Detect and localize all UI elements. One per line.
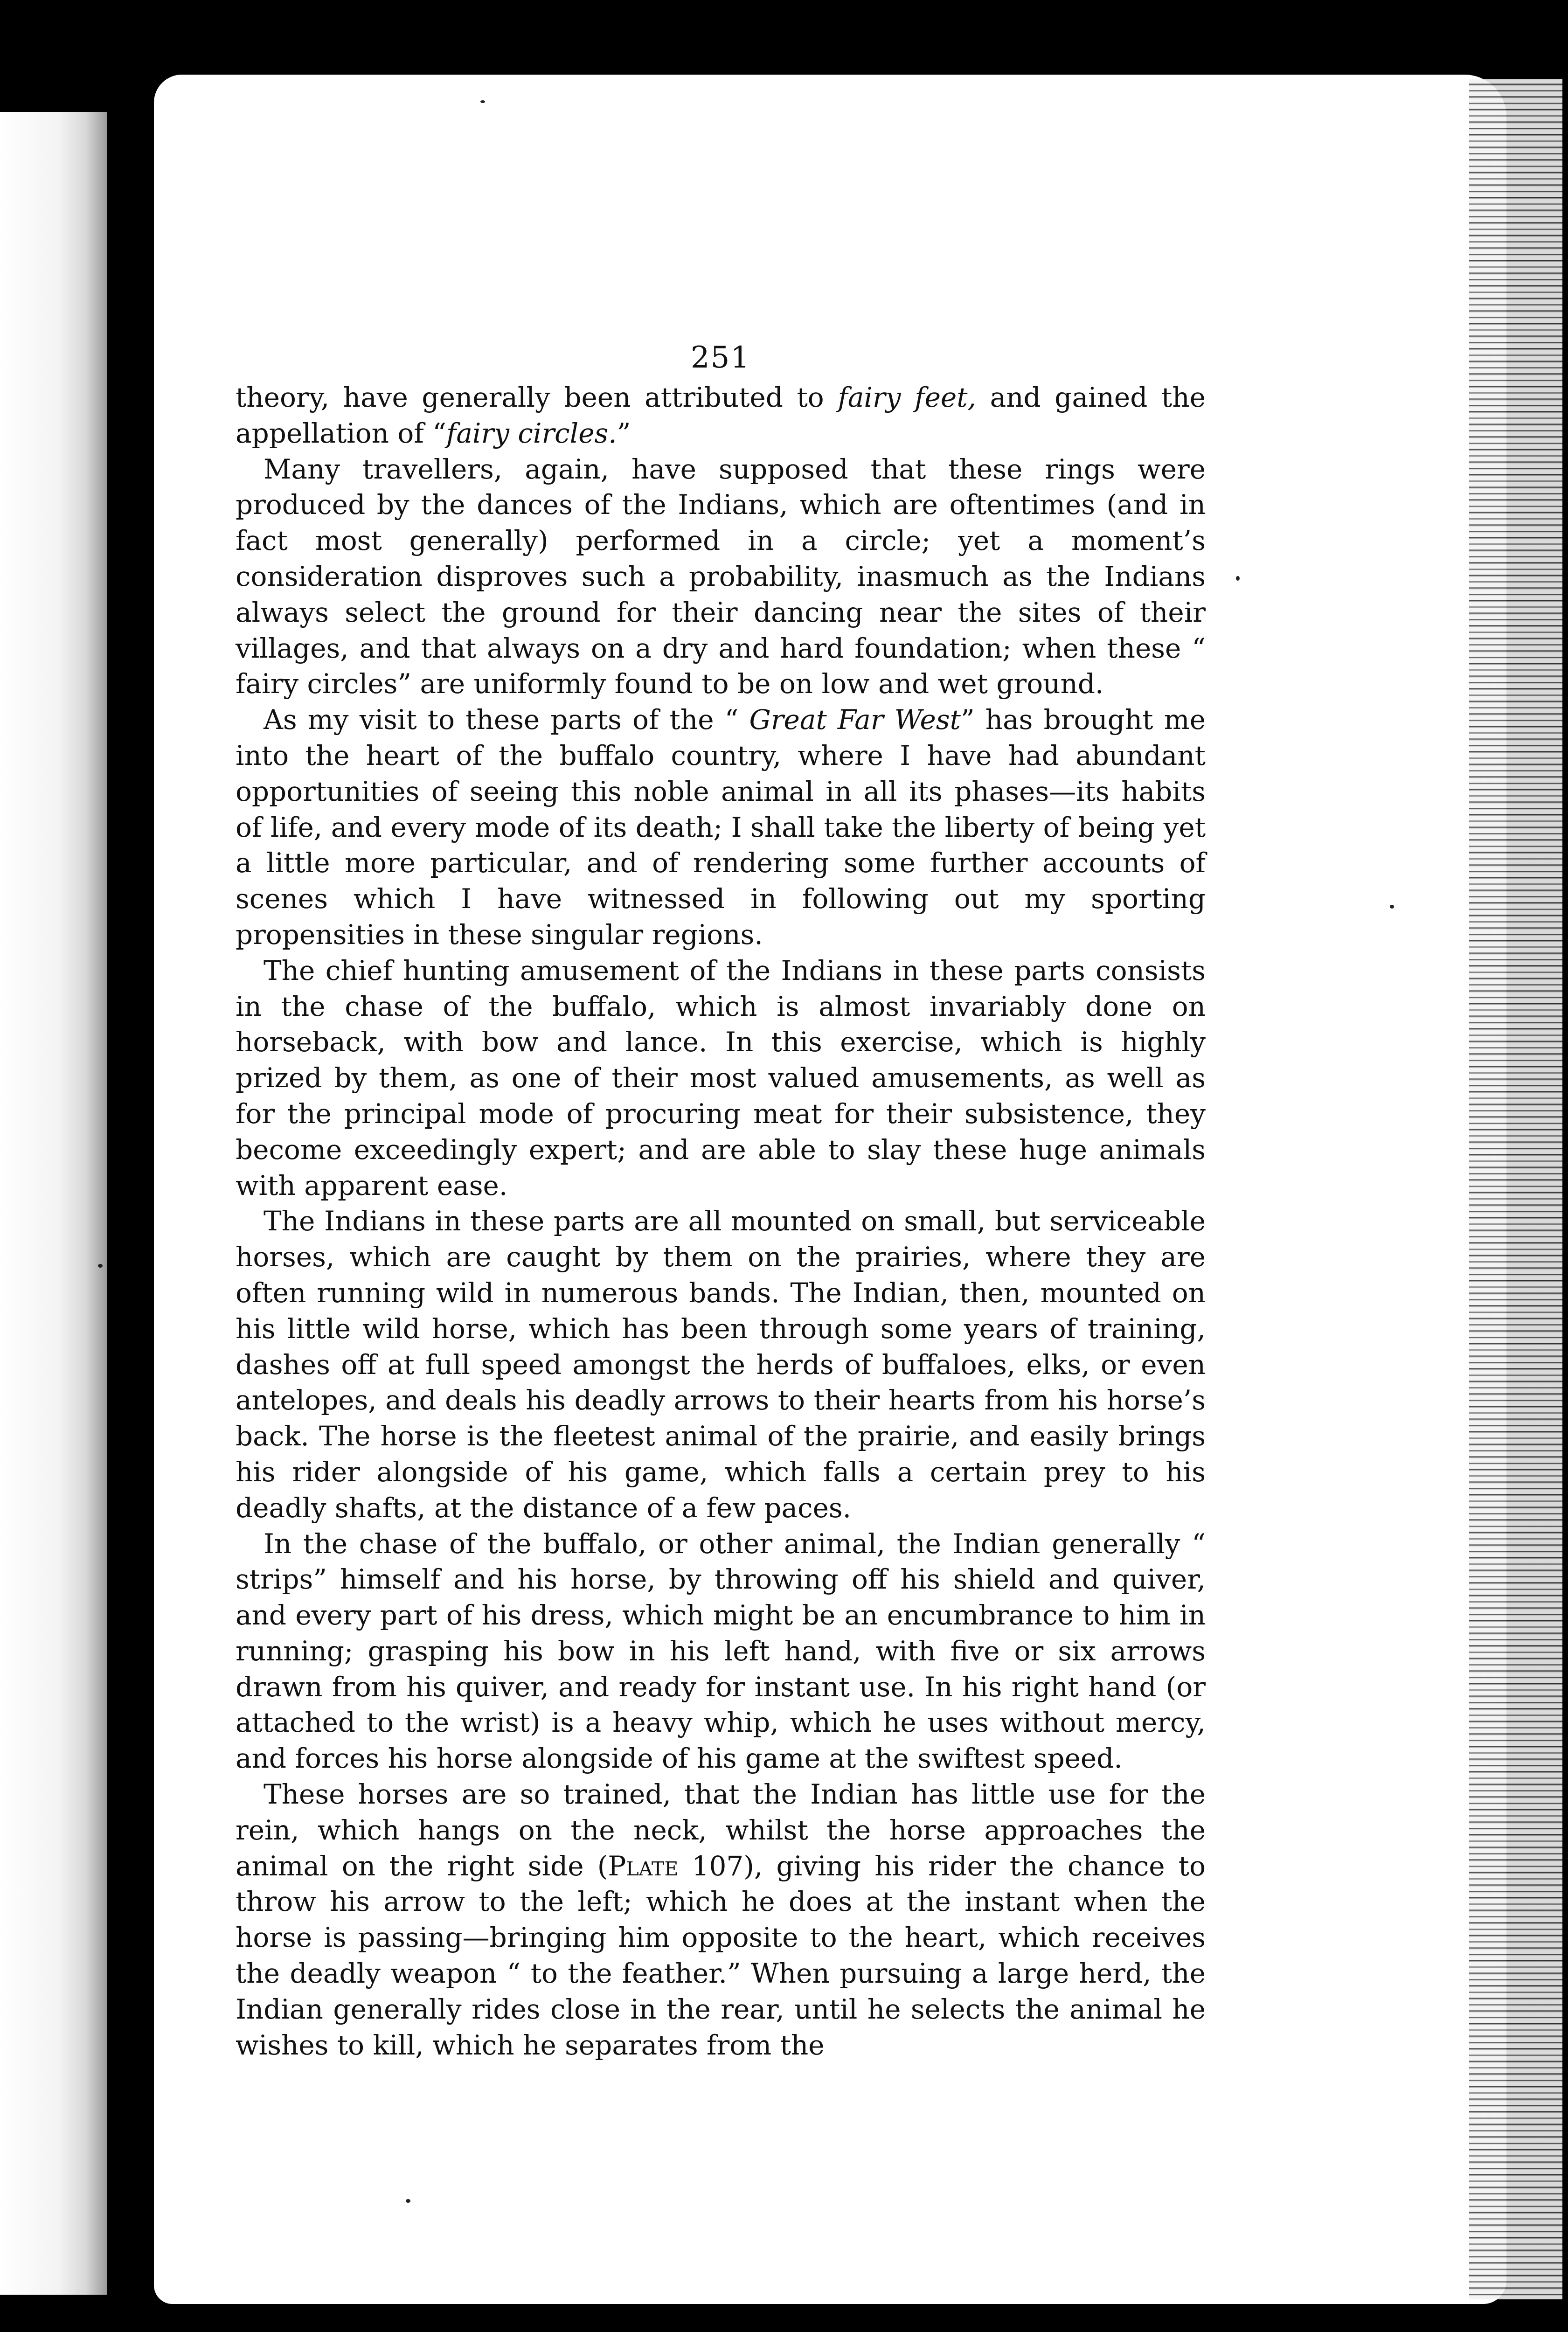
dust-speck bbox=[1236, 576, 1240, 581]
text-run: ” bbox=[617, 417, 631, 449]
italic-phrase: fairy circles. bbox=[446, 417, 617, 449]
text-run: theory, have generally been attributed to bbox=[236, 382, 838, 413]
dust-speck bbox=[480, 100, 485, 103]
text-run: and gained the appellation of “ bbox=[236, 382, 1206, 449]
text-run: ” has brought me into the heart of the buffalo country, where I have had abundant opportunities of seeing this noble animal in all its phases—its habits of life, and every mode of its death; I shall take the liberty of being yet a little more particular, and of rendering some further accounts of scenes which I have witnessed in following out my sporting propensities in these singular regions. bbox=[236, 704, 1206, 951]
page-text bbox=[236, 340, 1206, 2063]
italic-phrase: fairy feet, bbox=[838, 382, 976, 413]
page-stack-edge bbox=[1469, 79, 1562, 2299]
page-number: 251 bbox=[690, 340, 751, 375]
body-paragraph bbox=[236, 451, 1206, 702]
dust-speck bbox=[1390, 905, 1394, 909]
body-paragraph bbox=[236, 1777, 1206, 2063]
body-paragraphs bbox=[236, 380, 1206, 2063]
dust-speck bbox=[98, 1264, 103, 1268]
text-run: 107), giving his rider the chance to throw his arrow to the left; which he does at the instant when the horse is passing—bringing him opposite to the heart, which receives the deadly weapon “ to the feather.” When pursuing a large herd, the Indian generally rides close in the rear, until he selects the animal he wishes to kill, which he separates from the bbox=[236, 1850, 1206, 2061]
text-run: The Indians in these parts are all mounted on small, but serviceable horses, which are caught by them on the prairies, where they are often running wild in numerous bands. The Indian, then, mounted on his little wild horse, which has been through some years of training, dashes off at full speed amongst the herds of buffaloes, elks, or even antelopes, and deals his deadly arrows to their hearts from his horse’s back. The horse is the fleetest animal of the prairie, and easily brings his rider alongside of his game, which falls a certain prey to his deadly shafts, at the distance of a few paces. bbox=[236, 1205, 1206, 1524]
italic-phrase: Great Far West bbox=[749, 704, 961, 736]
text-run: As my visit to these parts of the “ bbox=[264, 704, 749, 736]
text-run: In the chase of the buffalo, or other animal, the Indian generally “ strips” himself and his horse, by throwing off his shield and quiver, and every part of his dress, which might be an encumbrance to him in running; grasping his bow in his left hand, with five or six arrows drawn from his quiver, and ready for instant use. In his right hand (or attached to the wrist) is a heavy whip, which he uses without mercy, and forces his horse alongside of his game at the swiftest speed. bbox=[236, 1527, 1206, 1775]
plate-reference: Plate bbox=[608, 1850, 679, 1882]
dust-speck bbox=[406, 2199, 410, 2203]
body-paragraph bbox=[236, 1526, 1206, 1777]
body-paragraph bbox=[236, 1203, 1206, 1526]
facing-page-edge bbox=[0, 112, 107, 2295]
text-run: Many travellers, again, have supposed that these rings were produced by the dances of the Indians, which are oftentimes (and in fact most generally) performed in a circle; yet a moment’s consideration disproves such a probability, inasmuch as the Indians always select the ground for their dancing near the sites of their villages, and that always on a dry and hard foundation; when these “ fairy circles” are uniformly found to be on low and wet ground. bbox=[236, 453, 1206, 700]
body-paragraph bbox=[236, 953, 1206, 1204]
body-paragraph bbox=[236, 702, 1206, 953]
body-paragraph bbox=[236, 380, 1206, 451]
text-run: The chief hunting amusement of the Indians in these parts consists in the chase of the buffalo, which is almost invariably done on horseback, with bow and lance. In this exercise, which is highly prized by them, as one of their most valued amusements, as well as for the principal mode of procuring meat for their subsistence, they become exceedingly expert; and are able to slay these huge animals with apparent ease. bbox=[236, 954, 1206, 1201]
text-run: These horses are so trained, that the Indian has little use for the rein, which hangs on the neck, whilst the horse approaches the animal on the right side ( bbox=[236, 1778, 1206, 1882]
